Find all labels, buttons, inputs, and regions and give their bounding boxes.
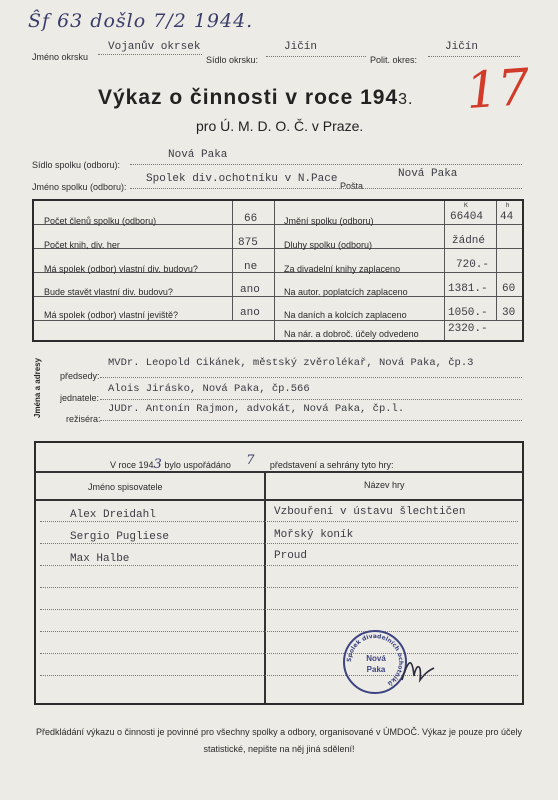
- sidlo-okrsku-value: Jičín: [284, 41, 318, 53]
- stat-left-value: ano: [240, 307, 260, 319]
- officer-label: jednatele:: [60, 393, 100, 403]
- plays-col-title: Název hry: [364, 480, 405, 490]
- officer-rule: [100, 399, 522, 400]
- polit-okres-value: Jičín: [445, 41, 479, 53]
- signature-scribble: [398, 650, 438, 690]
- okres-rule: [98, 54, 202, 55]
- stat-left-label: Má spolek (odbor) vlastní div. budovu?: [44, 264, 198, 274]
- officer-label: předsedy:: [60, 371, 100, 381]
- plays-header-year: 3: [153, 457, 162, 472]
- stat-right-k: 720.-: [456, 259, 490, 271]
- jmeno-spolku-rule: [130, 188, 522, 189]
- stat-left-label: Počet knih, div. her: [44, 240, 120, 250]
- play-author: Alex Dreidahl: [70, 509, 156, 521]
- report-title-text: Výkaz o činnosti v roce 194: [98, 86, 399, 109]
- jmeno-spolku-label: Jméno spolku (odboru):: [32, 182, 127, 192]
- polit-okres-rule: [428, 56, 520, 57]
- sidlo-spolku-rule: [130, 164, 522, 165]
- stats-table: [32, 199, 524, 342]
- stat-right-label: Na nár. a dobroč. účely odvedeno: [284, 329, 419, 339]
- sidlo-spolku-label: Sídlo spolku (odboru):: [32, 160, 121, 170]
- currency-h-header: h: [506, 203, 510, 209]
- stat-right-k: žádné: [452, 235, 486, 247]
- stat-left-label: Má spolek (odbor) vlastní jeviště?: [44, 310, 179, 320]
- handwritten-note: Ŝf 63 došlo 7/2 1944.: [28, 10, 254, 32]
- officer-value: Alois Jirásko, Nová Paka, čp.566: [108, 383, 310, 395]
- play-title: Proud: [274, 550, 308, 562]
- sidlo-okrsku-rule: [266, 56, 366, 57]
- stamp-line1: Nová: [366, 654, 386, 663]
- posta-value: Nová Paka: [398, 168, 458, 180]
- sidlo-spolku-value: Nová Paka: [168, 149, 228, 161]
- officer-rule: [100, 420, 522, 421]
- stat-right-label: Dluhy spolku (odboru): [284, 240, 373, 250]
- stat-right-label: Na autor. poplatcích zaplaceno: [284, 287, 408, 297]
- plays-col-author: Jméno spisovatele: [88, 482, 163, 492]
- play-author: Sergio Pugliese: [70, 531, 170, 543]
- red-number: 17: [464, 57, 532, 121]
- stat-right-k: 66404: [450, 211, 484, 223]
- stat-left-value: 875: [238, 237, 258, 249]
- jmeno-spolku-value: Spolek div.ochotníku v N.Pace: [146, 173, 338, 185]
- stat-right-label: Na daních a kolcích zaplaceno: [284, 310, 407, 320]
- report-title: [98, 86, 413, 110]
- stat-left-label: Bude stavět vlastní div. budovu?: [44, 287, 173, 297]
- officer-label: režiséra:: [66, 414, 101, 424]
- stat-right-h: 60: [502, 283, 516, 295]
- stamp-line2: Paka: [366, 665, 386, 674]
- stat-right-label: Jmění spolku (odboru): [284, 216, 374, 226]
- polit-okres-label: Polit. okres:: [370, 55, 418, 65]
- stat-left-value: 66: [244, 213, 258, 225]
- footer-note: Předkládání výkazu o činnosti je povinné pro všechny spolky a odbory, organisované v ÚMDOČ. Výkaz je pouze pro účely statistické, nepište na něj jiná sdělení!: [35, 727, 523, 754]
- play-author: Max Halbe: [70, 553, 130, 565]
- stat-right-label: Za divadelní knihy zaplaceno: [284, 264, 401, 274]
- plays-table: [34, 441, 524, 705]
- stat-left-value: ne: [244, 261, 258, 273]
- stat-left-value: ano: [240, 284, 260, 296]
- officer-value: JUDr. Antonín Rajmon, advokát, Nová Paka, čp.l.: [108, 403, 405, 415]
- play-title: Mořský koník: [274, 529, 354, 541]
- stat-right-h: 30: [502, 307, 516, 319]
- stat-right-k: 1050.-: [448, 307, 488, 319]
- sidlo-okrsku-label: Sídlo okrsku:: [206, 55, 259, 65]
- currency-k-header: K: [464, 203, 469, 209]
- stat-left-label: Počet členů spolku (odboru): [44, 216, 157, 226]
- play-title: Vzbouření v ústavu šlechtičen: [274, 506, 466, 518]
- names-side-label: Jména a adresy: [33, 357, 42, 418]
- posta-label: Pošta: [340, 181, 364, 191]
- stat-right-k: 2320.-: [448, 323, 488, 335]
- officer-rule: [100, 377, 522, 378]
- plays-header-suffix: představení a sehrány tyto hry:: [269, 460, 394, 470]
- plays-header-count: 7: [246, 453, 255, 468]
- plays-header: [110, 453, 394, 472]
- officer-value: MVDr. Leopold Cikánek, městský zvěrolékař, Nová Paka, čp.3: [108, 357, 474, 369]
- report-subtitle: pro Ú. M. D. O. Č. v Praze.: [196, 118, 364, 134]
- okres-label: Jméno okrsku: [32, 52, 89, 62]
- stat-right-h: 44: [500, 211, 514, 223]
- report-title-year: 3.: [398, 91, 414, 108]
- okres-value: Vojanův okrsek: [108, 41, 201, 53]
- plays-header-middle: bylo uspořádáno: [164, 460, 231, 470]
- plays-header-prefix: V roce 194: [110, 460, 154, 470]
- stamp-ring-text: Spolek divadelních ochotníků: [345, 632, 405, 687]
- stat-right-k: 1381.-: [448, 283, 488, 295]
